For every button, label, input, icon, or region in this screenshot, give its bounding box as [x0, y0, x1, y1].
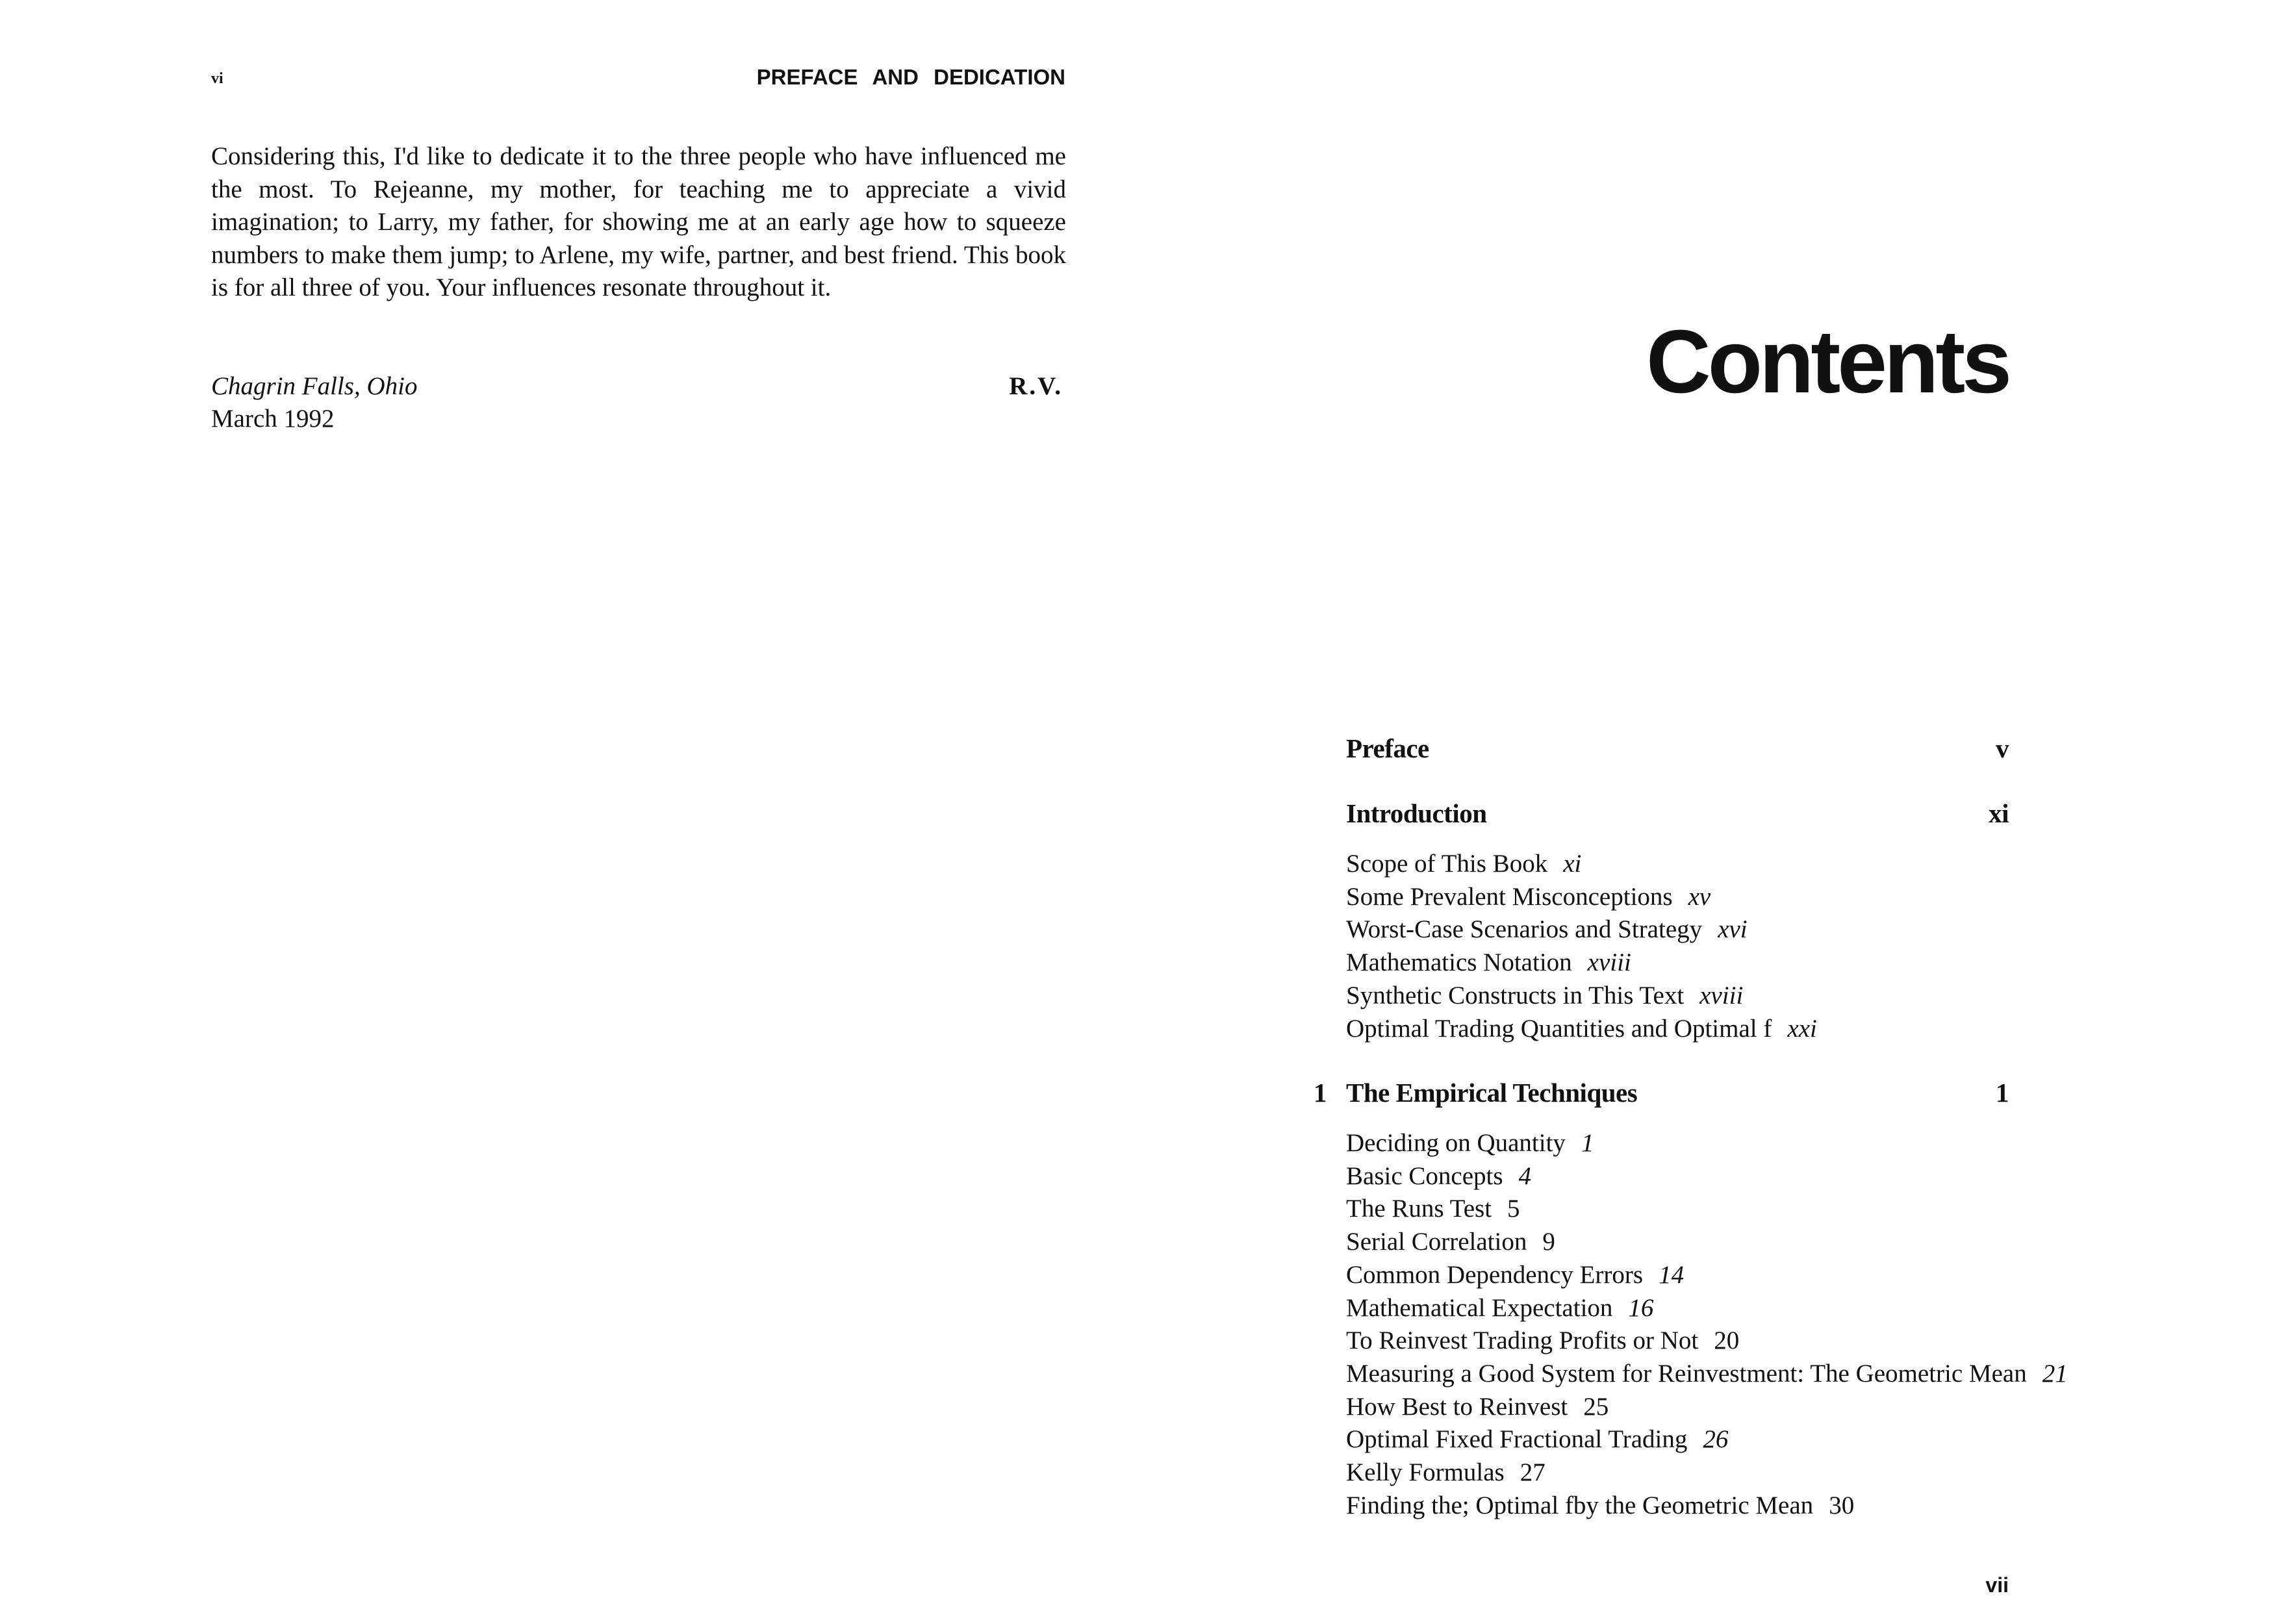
- toc-entry: [1346, 913, 2028, 946]
- toc-entry-title: Scope of This Book: [1346, 850, 1548, 878]
- toc-entry-title: Mathematical Expectation: [1346, 1293, 1613, 1322]
- toc-entry-page: 20: [1714, 1326, 1740, 1355]
- toc-entry-title: To Reinvest Trading Profits or Not: [1346, 1326, 1699, 1355]
- toc-entry-page: xvi: [1718, 915, 1748, 944]
- toc-entry: [1346, 1013, 2028, 1046]
- toc-entry-page: xviii: [1699, 981, 1744, 1009]
- toc-entry: [1346, 1127, 2028, 1160]
- toc-heading-page: xi: [1989, 798, 2009, 828]
- toc-entry-page: xv: [1688, 882, 1711, 911]
- toc-entry-title: Deciding on Quantity: [1346, 1129, 1566, 1157]
- toc-entry: [1346, 848, 2028, 881]
- toc-heading-introduction: [1346, 798, 2009, 829]
- toc-entry: [1346, 1325, 2028, 1358]
- toc-heading-preface: [1346, 733, 2009, 764]
- toc-entry: [1346, 1456, 2028, 1490]
- toc-entry-page: 5: [1507, 1195, 1520, 1223]
- toc-entry-title: Measuring a Good System for Reinvestment: The Geometric Mean: [1346, 1359, 2027, 1388]
- toc-entry-page: 1: [1581, 1129, 1594, 1157]
- toc-entry-page: 21: [2042, 1359, 2068, 1388]
- toc-entry: [1346, 1160, 2028, 1193]
- running-head: PREFACE AND DEDICATION: [756, 65, 1065, 89]
- toc-entry: [1346, 1259, 2028, 1292]
- toc-entry-title: Kelly Formulas: [1346, 1458, 1505, 1487]
- toc-entry-title: Some Prevalent Misconceptions: [1346, 882, 1673, 911]
- page-number-right: vii: [1985, 1573, 2009, 1597]
- toc-entry-page: xviii: [1587, 948, 1631, 977]
- toc-entry: [1346, 946, 2028, 980]
- toc-entry: [1346, 1193, 2028, 1226]
- toc-entry-page: xi: [1563, 850, 1582, 878]
- toc-entry-title: Serial Correlation: [1346, 1228, 1527, 1256]
- toc-entry: [1346, 1292, 2028, 1325]
- toc-entry: [1346, 1490, 2028, 1523]
- toc-entry-title: Optimal Fixed Fractional Trading: [1346, 1425, 1688, 1454]
- toc-entry-title: Common Dependency Errors: [1346, 1260, 1644, 1289]
- toc-entry: [1346, 1423, 2028, 1456]
- toc-entry-title: Optimal Trading Quantities and Optimal f: [1346, 1014, 1772, 1043]
- toc-entry: [1346, 980, 2028, 1013]
- toc-heading-page: 1: [1996, 1078, 2009, 1108]
- toc-heading-title: Introduction: [1346, 798, 1487, 828]
- toc-entry-title: How Best to Reinvest: [1346, 1392, 1568, 1421]
- toc-entry-page: 30: [1829, 1491, 1855, 1519]
- toc-heading-page: v: [1996, 733, 2009, 763]
- toc-entry-title: Basic Concepts: [1346, 1161, 1503, 1190]
- toc-entry: [1346, 1226, 2028, 1259]
- toc-entry: [1346, 1358, 2068, 1391]
- toc-entry-title: The Runs Test: [1346, 1195, 1492, 1223]
- toc-entry-title: Mathematics Notation: [1346, 948, 1572, 977]
- toc-list-chapter-1: [1346, 1127, 2068, 1522]
- toc-entry: [1346, 881, 2028, 914]
- page-number-left: vi: [211, 70, 223, 87]
- toc-entry-page: 26: [1703, 1425, 1729, 1454]
- dedication-paragraph: Considering this, I'd like to dedicate it to the three people who have influenced me the most. To Rejeanne, my mother, for teaching me to appreciate a vivid imagination; to Larry, my father, for showing me at an early age how to squeeze numbers to make them jump; to Arlene, my wife, partner, and best friend. This book is for all three of you. Your influences resonate throughout it.: [211, 142, 1066, 301]
- signature-initials: R.V.: [1009, 372, 1063, 400]
- signature-place: Chagrin Falls, Ohio: [211, 372, 418, 400]
- toc-heading-chapter-1: [1314, 1077, 2009, 1108]
- toc-entry-page: xxi: [1787, 1014, 1817, 1043]
- toc-entry-title: Worst-Case Scenarios and Strategy: [1346, 915, 1703, 944]
- toc-entry-page: 25: [1583, 1392, 1609, 1421]
- toc-entry-page: 14: [1659, 1260, 1685, 1289]
- chapter-number: 1: [1314, 1078, 1327, 1108]
- toc-entry-page: 27: [1520, 1458, 1546, 1487]
- left-page: [0, 0, 1143, 1624]
- toc-entry-page: 16: [1628, 1293, 1654, 1322]
- toc-list-introduction: [1346, 848, 2028, 1045]
- toc-entry: [1346, 1391, 2028, 1424]
- signature-date: March 1992: [211, 405, 335, 433]
- toc-entry-title: Synthetic Constructs in This Text: [1346, 981, 1685, 1009]
- toc-entry-page: 9: [1542, 1228, 1555, 1256]
- toc-entry-title: Finding the; Optimal fby the Geometric Mean: [1346, 1491, 1814, 1519]
- toc-heading-title: Preface: [1346, 733, 1429, 763]
- toc-heading-title: The Empirical Techniques: [1346, 1078, 1638, 1108]
- right-page: [1143, 0, 2290, 1624]
- toc-entry-page: 4: [1518, 1161, 1532, 1190]
- contents-title: Contents: [1646, 312, 2009, 412]
